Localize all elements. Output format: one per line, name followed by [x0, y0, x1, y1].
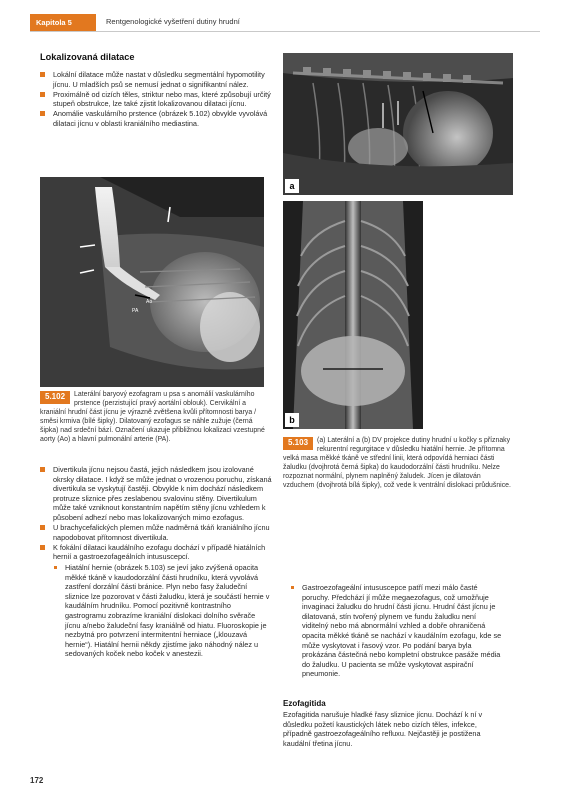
caption-text: (a) Laterální a (b) DV projekce dutiny hrudní u kočky s příznaky rekurentní regurgitace v důsledku hiatální hernie. Je přítomna velká masa měkké tkáně ve střední linii, která odpovídá herniaci části žaludku (dvojhrotá černá šipka) do kaudodorzální části hrudníku. Nelze rozpoznat normální, plynem naplněný žaludek. Jícen je dilatován vzduchem (dvojhrotá bílá šipky), což vede k ventrální dislokaci průdušnice.	[283, 437, 511, 489]
list-item: Divertikula jícnu nejsou častá, jejich následkem jsou izolované okrsky dilatace. I když se může jednat o vrozenou poruchu, získaná divertikula se vyskytují častěji. Obvykle k nim dochází následkem protruze sliznice přes zeslabenou svalovinu stěny. Divertikulum může také vzniknout konstantním napětím stěny jícnu vzhledem k působení adhezí nebo mas lokalizovaných mimo ezofagus.	[40, 465, 272, 523]
figure-number-5-103: 5.103	[283, 437, 313, 450]
local-dilatation-list	[40, 70, 272, 129]
pa-label: PA	[132, 308, 139, 314]
radiograph-5-103a-image	[283, 53, 513, 195]
panel-label-a: a	[285, 179, 299, 193]
section-title-local-dilatation: Lokalizovaná dilatace	[40, 52, 135, 62]
chapter-badge: Kapitola 5	[30, 14, 96, 31]
diverticula-list	[40, 465, 272, 659]
figure-5-103a-radiograph	[283, 53, 513, 195]
bullet-marker	[40, 92, 45, 97]
panel-label-b: b	[285, 413, 299, 427]
sub-bullet-marker	[291, 586, 294, 589]
bullet-marker	[40, 545, 45, 550]
page-header	[30, 14, 540, 32]
sub-list-item: Hiatální hernie (obrázek 5.103) se jeví jako zvýšená opacita měkké tkáně v kaudodorzální části hrudníku, která vyvolává zastření dorzální části bránice. Plyn nebo fasy žaludeční sliznice lze pozorovat v části žaludku, která je součástí hernie v kaudálním hrudníku. Pomocí pozitivně kontrastního gastrogramu zobrazíme kraniální dislokaci dolního svěrače jícnu a/nebo žaludeční fasy kraniálně od hiatu. Fluoroskopie je nezbytná pro potvrzení intermitentní herniace („klouzavá hernie“). Hiatální hernii někdy zjistíme jako náhodný nález u sedovaných koček nebo koček v anestezii.	[53, 563, 272, 659]
bullet-marker	[40, 111, 45, 116]
page-number: 172	[30, 776, 44, 785]
list-item: U brachycefalických plemen může nadměrná tkáň kraniálního jícnu napodobovat přítomnost divertikula.	[40, 523, 272, 542]
section-title-esophagitis: Ezofagitida	[283, 699, 326, 708]
sub-list-item: Gastroezofageální intususcepce patří mezi málo časté poruchy. Předchází jí může megaezofagus, což umožňuje invaginaci žaludku do hrudní části jícnu. Hrudní část jícnu je dilatovaná, stín tvořený plynem ve fundu žaludku není viditelný nebo má abnormální vzhled a dobře ohraničená opacita měkké tkáně se nachází v kaudálním ezofagu, kde se může vyskytovat i řasový vzor. Po podání barya byla prokázána částečná nebo kompletní obstrukce pasáže média do žaludku. U pacienta se může vyskytovat aspirační pneumonie.	[290, 583, 504, 679]
bullet-marker	[40, 525, 45, 530]
ao-label: Ao	[146, 299, 153, 305]
esophagitis-text: Ezofagitida narušuje hladké řasy sliznice jícnu. Dochází k ní v důsledku požetí kaustických látek nebo cizích těles, infekce, případně gastroezofageálního refluxu. Nejčastěji je postižena kaudální třetina jícnu.	[283, 710, 483, 748]
intussusception-list	[290, 583, 504, 679]
sub-list	[53, 563, 272, 659]
figure-5-103b-radiograph	[283, 201, 423, 429]
radiograph-5-102-image	[40, 177, 264, 387]
sub-bullet-marker	[54, 566, 57, 569]
caption-text: Laterální baryový ezofagram u psa s anomálií vaskulárního prstence (perzistující pravý aortální oblouk). Cervikální a kraniální hrudní část jícnu je výrazně zvětšena kvůli přítomnosti baryа / směsi krmiva (bílé šipky). Dilatovaný ezofagus se náhle zužuje (černá šipka) nad srdeční bází. Označení ukazuje přibližnou lokalizaci vzestupné aorty (Ao) a hlavní pulmonální arterie (PA).	[40, 391, 265, 443]
list-item: K fokální dilataci kaudálního ezofagu dochází v případě hiatálních hernií a gastroezofageálních intususcepcí. Hiatální hernie (obrázek 5.103) se jeví jako zvýšená opacita měkké tkáně v kaudodorzální části hrudníku, která vyvolává zastření dorzální části bránice. Plyn nebo fasy žaludeční sliznice lze pozorovat v části žaludku, která je součástí hernie v kaudálním hrudníku. Pomocí pozitivně kontrastního gastrogramu zobrazíme kraniální dislokaci dolního svěrače jícnu a/nebo žaludeční fasy kraniálně od hiatu. Fluoroskopie je nezbytná pro potvrzení intermitentní herniace („klouzavá hernie“). Hiatální hernii někdy zjistíme jako náhodný nález u sedovaných koček nebo koček v anestezii.	[40, 543, 272, 659]
figure-5-102-radiograph	[40, 177, 264, 387]
list-item: Proximálně od cizích těles, striktur nebo mas, které způsobují určitý stupeň obstrukce, lze také zjistit lokalizovanou dilataci jícnu.	[40, 90, 272, 109]
radiograph-5-103b-image	[283, 201, 423, 429]
figure-number-5-102: 5.102	[40, 391, 70, 404]
list-item: Lokální dilatace může nastat v důsledku segmentální hypomotility jícnu. U mladších psů se nemusí jednat o signifikantní nález.	[40, 70, 272, 89]
bullet-marker	[40, 72, 45, 77]
figure-5-103-caption	[283, 437, 511, 490]
header-title: Rentgenologické vyšetření dutiny hrudní	[106, 17, 240, 26]
list-item: Anomálie vaskulárního prstence (obrázek 5.102) obvykle vyvolává dilataci jícnu v oblasti kraniálního mediastina.	[40, 109, 272, 128]
figure-5-102-caption	[40, 391, 266, 444]
bullet-marker	[40, 467, 45, 472]
